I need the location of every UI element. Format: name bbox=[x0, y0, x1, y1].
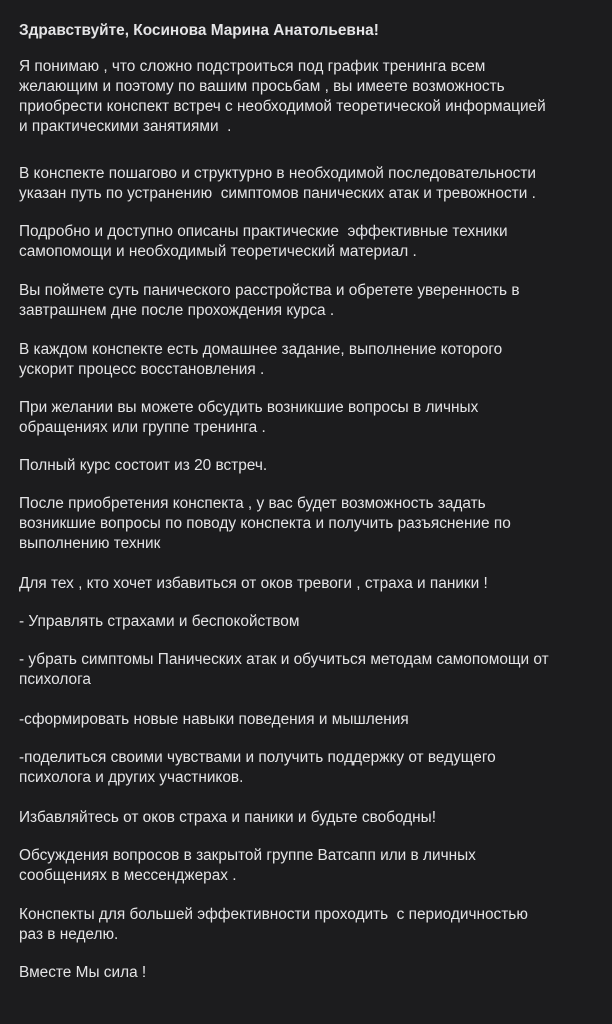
paragraph-closing: Вместе Мы сила ! bbox=[19, 964, 147, 981]
list-item-share-feelings: -поделиться своими чувствами и получить поддержку от ведущего психолога и других участников. bbox=[19, 749, 496, 786]
paragraph-questions: При желании вы можете обсудить возникшие вопросы в личных обращениях или группе тренинга . bbox=[19, 399, 479, 436]
paragraph-be-free: Избавляйтесь от оков страха и паники и будьте свободны! bbox=[19, 809, 436, 826]
list-item-manage-fears: - Управлять страхами и беспокойством bbox=[19, 613, 300, 630]
paragraph-discussion-channels: Обсуждения вопросов в закрытой группе Ватсапп или в личных сообщениях в мессенджерах . bbox=[19, 847, 476, 884]
paragraph-confidence: Вы поймете суть панического расстройства и обретете уверенность в завтрашнем дне после прохождения курса . bbox=[19, 282, 520, 319]
paragraph-audience: Для тех , кто хочет избавиться от оков тревоги , страха и паники ! bbox=[19, 575, 488, 592]
paragraph-step-by-step: В конспекте пошагово и структурно в необходимой последовательности указан путь по устранению симптомов панических атак и тревожности . bbox=[19, 165, 537, 202]
list-item-new-skills: -сформировать новые навыки поведения и мышления bbox=[19, 711, 409, 728]
paragraph-course-summary-offer: Я понимаю , что сложно подстроиться под график тренинга всем желающим и поэтому по вашим просьбам , вы имеете возможность приобрести конспект встреч с необходимой теоретической информацией и практическими занятиями . bbox=[19, 58, 546, 135]
list-item-remove-symptoms: - убрать симптомы Панических атак и обучиться методам самопомощи от психолога bbox=[19, 651, 549, 688]
paragraph-full-course: Полный курс состоит из 20 встреч. bbox=[19, 457, 268, 474]
greeting-heading: Здравствуйте, Косинова Марина Анатольевна! bbox=[19, 22, 379, 39]
paragraph-homework: В каждом конспекте есть домашнее задание, выполнение которого ускорит процесс восстановления . bbox=[19, 341, 503, 378]
paragraph-frequency: Конспекты для большей эффективности проходить с периодичностью раз в неделю. bbox=[19, 906, 528, 943]
paragraph-after-purchase: После приобретения конспекта , у вас будет возможность задать возникшие вопросы по поводу конспекта и получить разъяснение по выполнению техник bbox=[19, 495, 511, 552]
paragraph-techniques: Подробно и доступно описаны практические эффективные техники самопомощи и необходимый теоретический материал . bbox=[19, 223, 508, 260]
